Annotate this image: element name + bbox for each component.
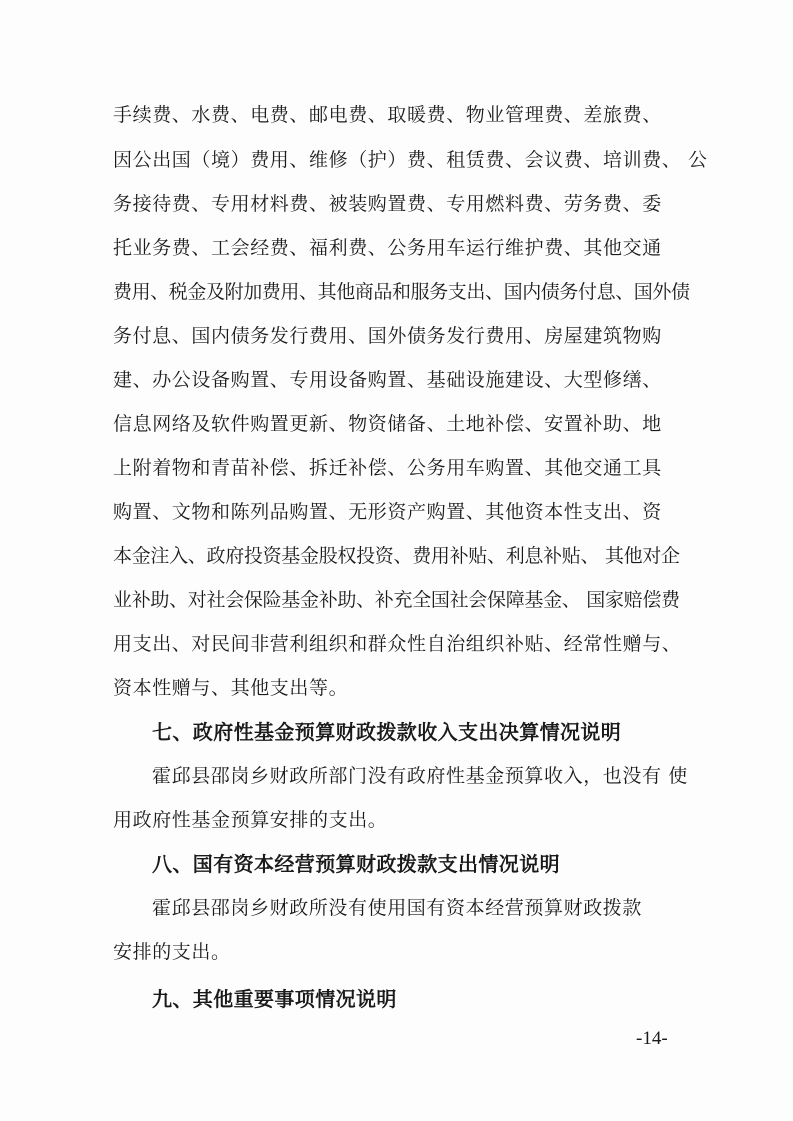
body-text-line: 因公出国（境）费用、维修（护）费、租赁费、会议费、培训费、 公 <box>113 149 708 171</box>
page-number: -14- <box>636 1028 668 1049</box>
section-heading-9: 九、其他重要事项情况说明 <box>152 987 397 1011</box>
body-text-line: 霍邱县邵岗乡财政所部门没有政府性基金预算收入，也没有 使 <box>152 765 688 787</box>
body-text-line: 用政府性基金预算安排的支出。 <box>113 809 388 831</box>
body-text-line: 霍邱县邵岗乡财政所没有使用国有资本经营预算财政拨款 <box>152 897 643 919</box>
body-text-line: 务接待费、专用材料费、被装购置费、专用燃料费、劳务费、委 <box>113 193 662 215</box>
body-text-line: 本金注入、政府投资基金股权投资、费用补贴、利息补贴、 其他对企 <box>113 545 680 567</box>
body-text-line: 费用、税金及附加费用、其他商品和服务支出、国内债务付息、国外债 <box>113 281 690 303</box>
body-text-line: 资本性赠与、其他支出等。 <box>113 677 349 699</box>
section-heading-8: 八、国有资本经营预算财政拨款支出情况说明 <box>152 852 560 876</box>
body-text-line: 信息网络及软件购置更新、物资储备、土地补偿、安置补助、地 <box>113 413 662 435</box>
body-text-line: 务付息、国内债务发行费用、国外债务发行费用、房屋建筑物购 <box>113 325 662 347</box>
body-text-line: 托业务费、工会经费、福利费、公务用车运行维护费、其他交通 <box>113 237 662 259</box>
body-text-line: 业补助、对社会保险基金补助、补充全国社会保障基金、 国家赔偿费 <box>113 589 680 611</box>
body-text-line: 建、办公设备购置、专用设备购置、基础设施建设、大型修缮、 <box>113 369 662 391</box>
section-heading-7: 七、政府性基金预算财政拨款收入支出决算情况说明 <box>152 720 622 744</box>
body-text-line: 上附着物和青苗补偿、拆迁补偿、公务用车购置、其他交通工具 <box>113 457 662 479</box>
body-text-line: 用支出、对民间非营利组织和群众性自治组织补贴、经常性赠与、 <box>113 633 682 655</box>
body-text-line: 安排的支出。 <box>113 941 231 963</box>
body-text-line: 手续费、水费、电费、邮电费、取暖费、物业管理费、差旅费、 <box>113 104 662 126</box>
body-text-line: 购置、文物和陈列品购置、无形资产购置、其他资本性支出、资 <box>113 501 662 523</box>
